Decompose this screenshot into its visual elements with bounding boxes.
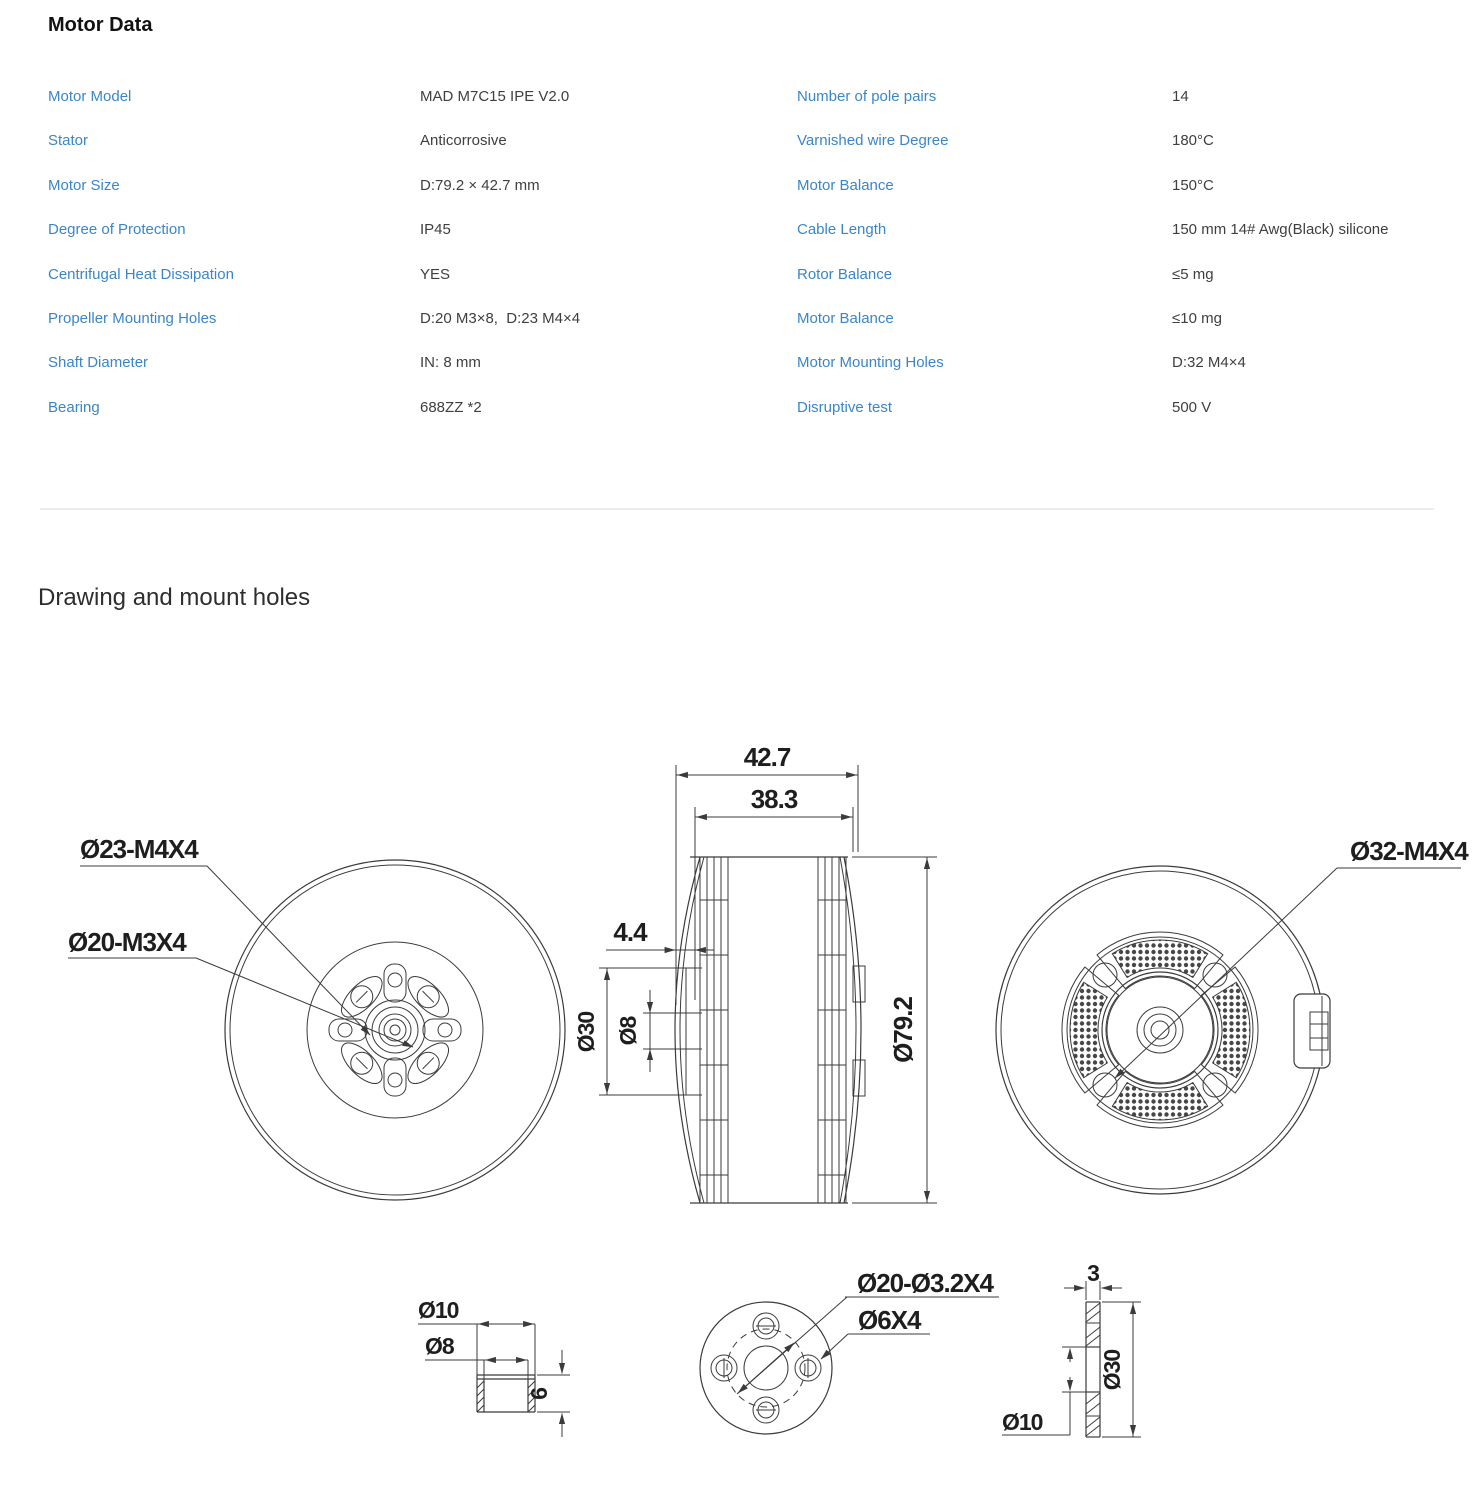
spec-label: Rotor Balance xyxy=(797,265,893,283)
spec-label: Centrifugal Heat Dissipation xyxy=(48,265,234,283)
spec-label: Varnished wire Degree xyxy=(797,132,949,150)
spec-value: 14 xyxy=(1172,88,1189,105)
washer-detail-drawing xyxy=(1002,1260,1141,1437)
rear-view-drawing xyxy=(996,836,1469,1194)
spec-label: Motor Balance xyxy=(797,176,894,194)
bushing-inner-diameter: Ø8 xyxy=(425,1333,454,1359)
spec-value: ≤10 mg xyxy=(1172,309,1222,327)
dim-lip-offset: 4.4 xyxy=(613,917,647,947)
spec-value: Anticorrosive xyxy=(420,132,507,150)
spec-value: MAD M7C15 IPE V2.0 xyxy=(420,88,570,105)
spec-label: Disruptive test xyxy=(797,398,893,416)
spec-value: D:79.2 × 42.7 mm xyxy=(420,176,540,194)
spec-value: 500 V xyxy=(1172,398,1212,416)
spec-label: Number of pole pairs xyxy=(797,88,937,105)
spec-value: IN: 8 mm xyxy=(420,354,481,372)
spec-value: IP45 xyxy=(420,221,451,239)
washer-inner-diameter: Ø10 xyxy=(1002,1409,1043,1435)
flange-center-holes-label: Ø6X4 xyxy=(858,1305,921,1335)
flange-detail-drawing xyxy=(700,1268,999,1434)
dim-stator-length: 38.3 xyxy=(750,784,798,814)
bushing-outer-diameter: Ø10 xyxy=(418,1297,459,1323)
spec-label: Motor Size xyxy=(48,176,120,194)
bushing-detail-drawing xyxy=(418,1297,570,1437)
spec-label: Stator xyxy=(48,132,89,150)
spec-label: Shaft Diameter xyxy=(48,354,149,372)
spec-label: Motor Balance xyxy=(797,309,894,327)
spec-label: Cable Length xyxy=(797,221,887,239)
flange-bolt-circle-label: Ø20-Ø3.2X4 xyxy=(857,1268,993,1298)
rear-mount-holes-label: Ø32-M4X4 xyxy=(1350,836,1468,866)
front-view-drawing xyxy=(68,834,565,1200)
cable-connector xyxy=(1294,994,1330,1068)
spec-value: D:20 M3×8, D:23 M4×4 xyxy=(420,309,581,327)
front-bolt-circle-label: Ø23-M4X4 xyxy=(80,834,198,864)
spec-value: 688ZZ *2 xyxy=(420,398,482,416)
drawing-section-title: Drawing and mount holes xyxy=(38,584,311,611)
dim-outer-diameter: Ø79.2 xyxy=(888,997,918,1063)
spec-label: Motor Mounting Holes xyxy=(797,354,944,372)
bushing-height: 6 xyxy=(526,1388,552,1400)
spec-value: YES xyxy=(420,265,451,283)
spec-value: D:32 M4×4 xyxy=(1172,354,1246,372)
side-view-drawing xyxy=(573,742,937,1203)
spec-value: ≤5 mg xyxy=(1172,265,1214,283)
spec-label: Propeller Mounting Holes xyxy=(48,309,217,327)
spec-label: Bearing xyxy=(48,398,100,416)
spec-value: 150°C xyxy=(1172,176,1214,194)
dim-boss-diameter: Ø30 xyxy=(573,1011,599,1053)
dim-overall-length: 42.7 xyxy=(743,742,791,772)
spec-value: 180°C xyxy=(1172,132,1214,150)
front-inner-bolt-circle-label: Ø20-M3X4 xyxy=(68,927,186,957)
page-title: Motor Data xyxy=(48,14,153,36)
spec-label: Motor Model xyxy=(48,88,132,105)
washer-thickness: 3 xyxy=(1087,1260,1099,1286)
spec-value: 150 mm 14# Awg(Black) silicone xyxy=(1172,221,1389,239)
washer-outer-diameter: Ø30 xyxy=(1099,1349,1125,1391)
spec-label: Degree of Protection xyxy=(48,221,186,239)
dim-shaft-diameter: Ø8 xyxy=(615,1016,641,1046)
